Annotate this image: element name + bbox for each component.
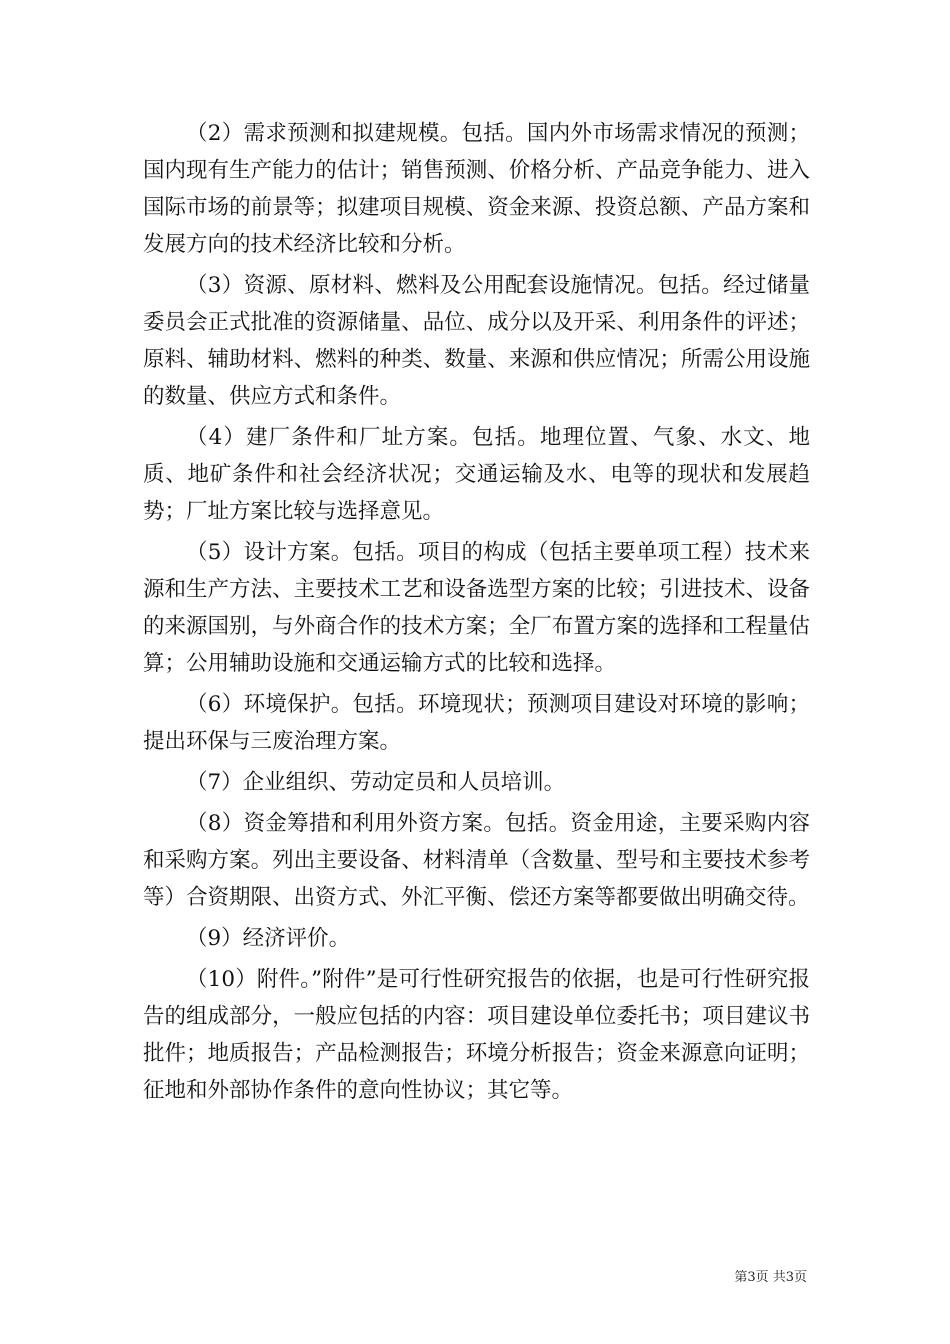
paragraph-design-plan: （5）设计方案。包括。项目的构成（包括主要单项工程）技术来源和生产方法、主要技术工艺和设备选型方案的比较；引进技术、设备的来源国别，与外商合作的技术方案；全厂布置方案的选择和工程量估算；公用辅助设施和交通运输方式的比较和选择。 [143, 540, 810, 676]
paragraph-financing: （8）资金筹措和利用外资方案。包括。资金用途，主要采购内容和采购方案。列出主要设备、材料清单（含数量、型号和主要技术参考等）合资期限、出资方式、外汇平衡、偿还方案等都要做出明确交待。 [143, 811, 810, 910]
paragraph-attachments: （10）附件。”附件”是可行性研究报告的依据，也是可行性研究报告的组成部分，一般应包括的内容：项目建设单位委托书；项目建议书批件；地质报告；产品检测报告；环境分析报告；资金来源意向证明；征地和外部协作条件的意向性协议；其它等。 [143, 967, 810, 1103]
paragraph-environment: （6）环境保护。包括。环境现状；预测项目建设对环境的影响；提出环保与三废治理方案。 [143, 692, 810, 754]
paragraph-resources: （3）资源、原材料、燃料及公用配套设施情况。包括。经过储量委员会正式批准的资源储量、品位、成分以及开采、利用条件的评述；原料、辅助材料、燃料的种类、数量、来源和供应情况；所需公用设施的数量、供应方式和条件。 [143, 273, 810, 409]
paragraph-site-conditions: （4）建厂条件和厂址方案。包括。地理位置、气象、水文、地质、地矿条件和社会经济状况；交通运输及水、电等的现状和发展趋势；厂址方案比较与选择意见。 [143, 425, 810, 524]
page-number-footer: 第3页 共3页 [734, 1270, 807, 1285]
paragraph-organization: （7）企业组织、劳动定员和人员培训。 [186, 770, 566, 795]
paragraph-demand-forecast: （2）需求预测和拟建规模。包括。国内外市场需求情况的预测；国内现有生产能力的估计；销售预测、价格分析、产品竞争能力、进入国际市场的前景等；拟建项目规模、资金来源、投资总额、产品方案和发展方向的技术经济比较和分析。 [143, 121, 810, 257]
document-body [143, 115, 810, 1113]
paragraph-economic-evaluation: （9）经济评价。 [186, 926, 351, 951]
